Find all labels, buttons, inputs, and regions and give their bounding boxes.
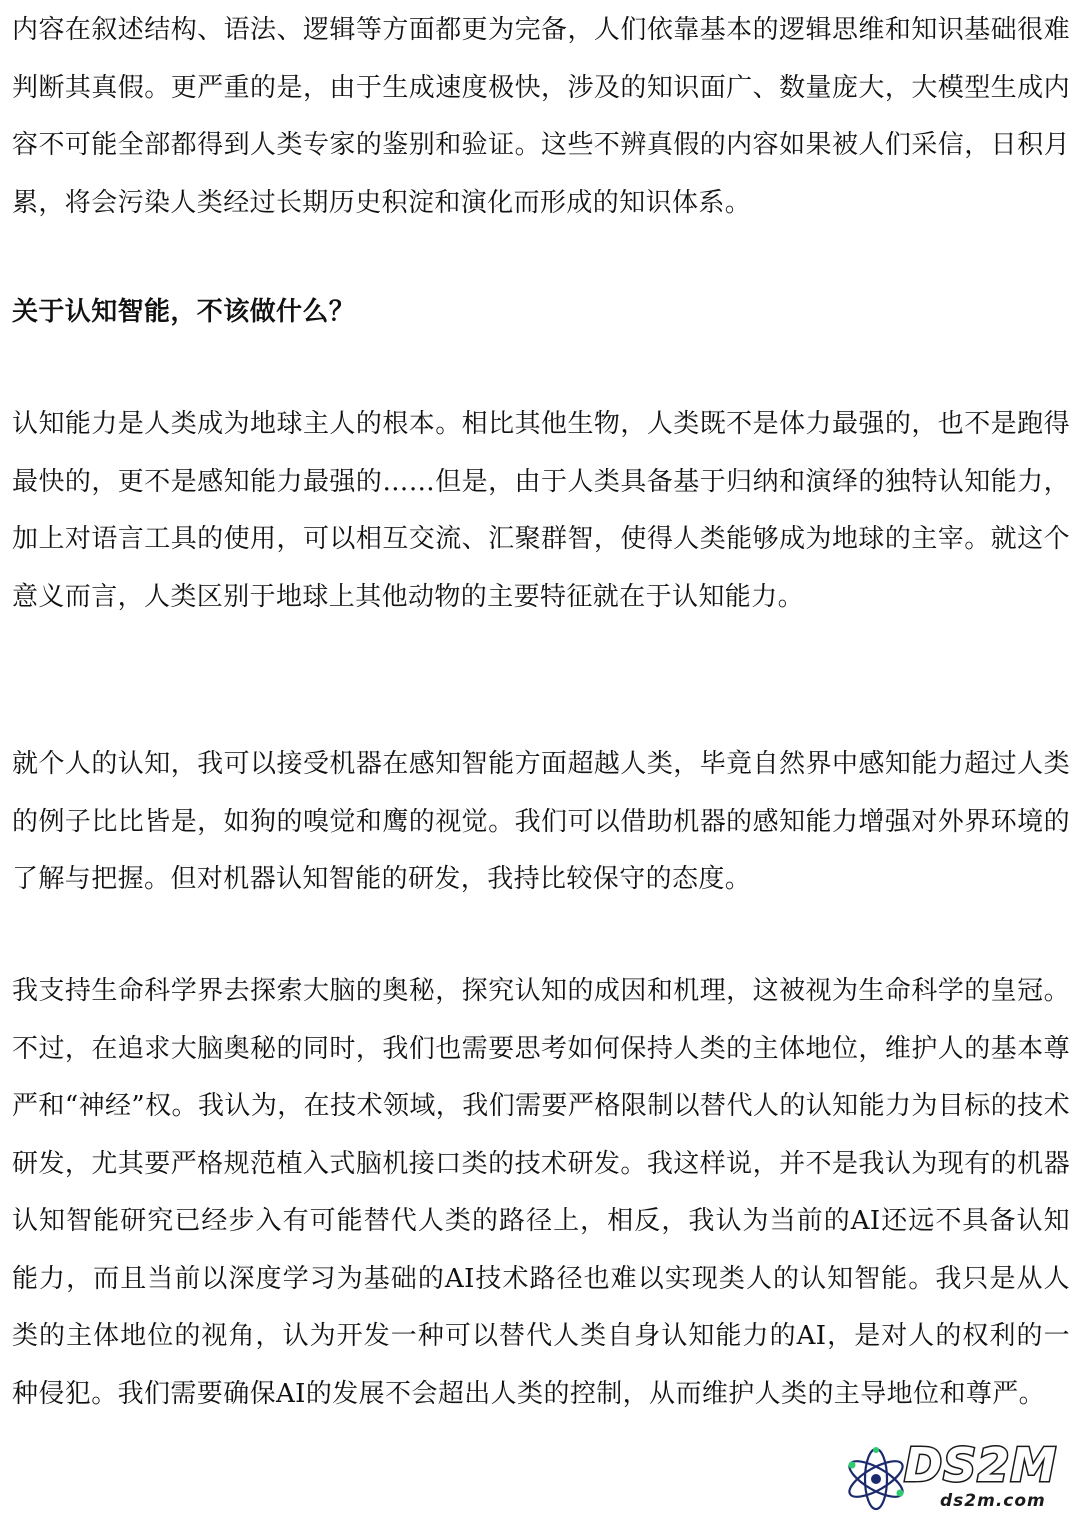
atom-icon — [840, 1443, 912, 1515]
watermark-logo-text: DS2M — [904, 1438, 1058, 1492]
watermark-logo — [840, 1439, 1070, 1521]
paragraph-4: 我支持生命科学界去探索大脑的奥秘，探究认知的成因和机理，这被视为生命科学的皇冠。不过，在追求大脑奥秘的同时，我们也需要思考如何保持人类的主体地位，维护人的基本尊严和“神经”权。我认为，在技术领域，我们需要严格限制以替代人的认知能力为目标的技术研发，尤其要严格规范植入式脑机接口类的技术研发。我这样说，并不是我认为现有的机器认知智能研究已经步入有可能替代人类的路径上，相反，我认为当前的AI还远不具备认知能力，而且当前以深度学习为基础的AI技术路径也难以实现类人的认知智能。我只是从人类的主体地位的视角，认为开发一种可以替代人类自身认知能力的AI，是对人的权利的一种侵犯。我们需要确保AI的发展不会超出人类的控制，从而维护人类的主导地位和尊严。 — [12, 976, 1070, 1409]
paragraph-2: 认知能力是人类成为地球主人的根本。相比其他生物，人类既不是体力最强的，也不是跑得最快的，更不是感知能力最强的……但是，由于人类具备基于归纳和演绎的独特认知能力，加上对语言工具的使用，可以相互交流、汇聚群智，使得人类能够成为地球的主宰。就这个意义而言，人类区别于地球上其他动物的主要特征就在于认知能力。 — [12, 409, 1070, 612]
paragraph-1: 内容在叙述结构、语法、逻辑等方面都更为完备，人们依靠基本的逻辑思维和知识基础很难判断其真假。更严重的是，由于生成速度极快，涉及的知识面广、数量庞大，大模型生成内容不可能全部都得到人类专家的鉴别和验证。这些不辨真假的内容如果被人们采信，日积月累，将会污染人类经过长期历史积淀和演化而形成的知识体系。 — [12, 15, 1070, 218]
paragraph-3: 就个人的认知，我可以接受机器在感知智能方面超越人类，毕竟自然界中感知能力超过人类的例子比比皆是，如狗的嗅觉和鹰的视觉。我们可以借助机器的感知能力增强对外界环境的了解与把握。但对机器认知智能的研发，我持比较保守的态度。 — [12, 749, 1070, 894]
watermark-domain: ds2m.com — [940, 1491, 1046, 1511]
section-heading: 关于认知智能，不该做什么？ — [12, 297, 356, 327]
